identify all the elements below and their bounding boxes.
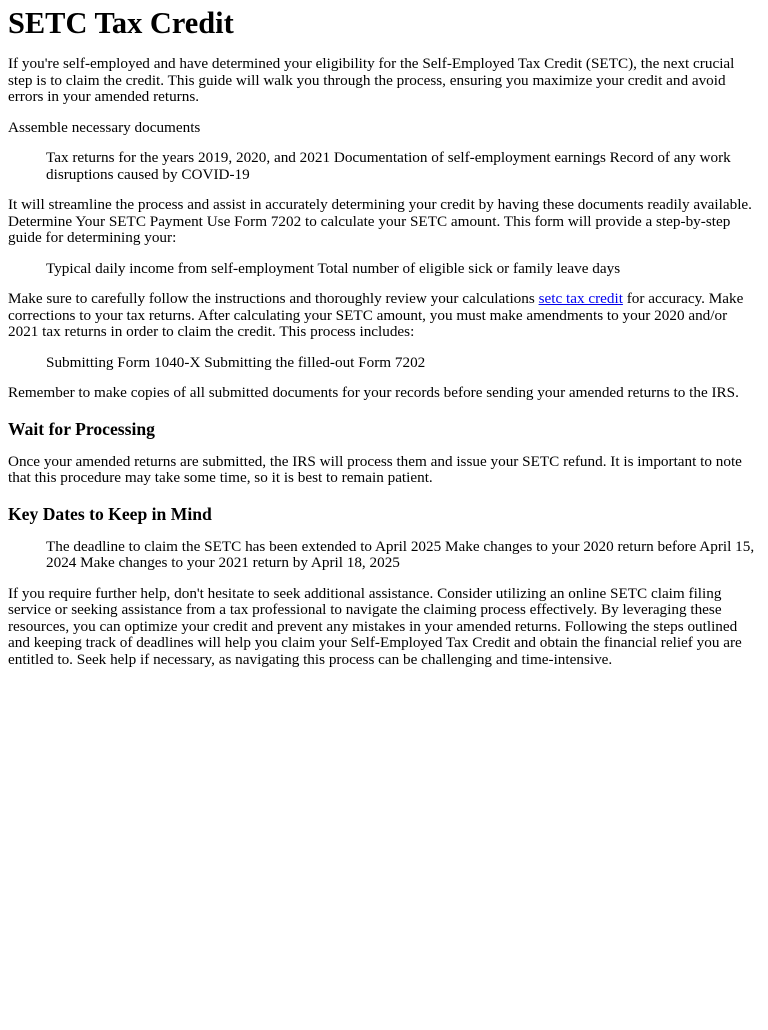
closing-paragraph: If you require further help, don't hesitate to seek additional assistance. Consider utilizing an online SETC claim filing service or seeking assistance from a tax professional to navigate the claiming process effectively. By leveraging these resources, you can optimize your credit and prevent any mistakes in your amended returns. Following the steps outlined and keeping track of deadlines will help you claim your Self-Employed Tax Credit and obtain the financial relief you are entitled to. Seek help if necessary, as navigating this process can be challenging and time-intensive. <box>8 584 742 668</box>
setc-tax-credit-link[interactable]: setc tax credit <box>538 290 623 307</box>
intro-paragraph: If you're self-employed and have determined your eligibility for the Self-Employed Tax Credit (SETC), the next crucial step is to claim the credit. This guide will walk you through the process, ensuring you maximize your credit and avoid errors in your amended returns. <box>8 55 735 105</box>
wait-paragraph: Once your amended returns are submitted, the IRS will process them and issue your SETC refund. It is important to note that this procedure may take some time, so it is best to remain patient. <box>8 452 742 486</box>
review-paragraph <box>8 291 760 341</box>
determine-list: Typical daily income from self-employment Total number of eligible sick or family leave days <box>46 259 621 277</box>
assemble-documents-heading: Assemble necessary documents <box>8 118 201 136</box>
streamline-paragraph: It will streamline the process and assist in accurately determining your credit by having these documents readily available. Determine Your SETC Payment Use Form 7202 to calculate your SETC amount. This form will provide a step-by-step guide for determining your: <box>8 196 752 246</box>
wait-processing-heading: Wait for Processing <box>8 418 155 439</box>
copies-paragraph: Remember to make copies of all submitted documents for your records before sending your amended returns to the IRS. <box>8 384 739 401</box>
submit-list: Submitting Form 1040-X Submitting the filled-out Form 7202 <box>46 353 426 371</box>
page-title: SETC Tax Credit <box>8 6 234 40</box>
review-text-before-link: Make sure to carefully follow the instructions and thoroughly review your calculations <box>8 290 539 307</box>
key-dates-list: The deadline to claim the SETC has been extended to April 2025 Make changes to your 2020 return before April 15, 2024 Make changes to your 2021 return by April 18, 2025 <box>46 537 755 571</box>
review-text-after-link: for accuracy. Make corrections to your tax returns. After calculating your SETC amount, you must make amendments to your 2020 and/or 2021 tax returns in order to claim the credit. This process includes: <box>8 290 744 340</box>
key-dates-heading: Key Dates to Keep in Mind <box>8 503 212 524</box>
documents-list: Tax returns for the years 2019, 2020, and 2021 Documentation of self-employment earnings Record of any work disruptions caused by COVID-19 <box>46 149 731 183</box>
